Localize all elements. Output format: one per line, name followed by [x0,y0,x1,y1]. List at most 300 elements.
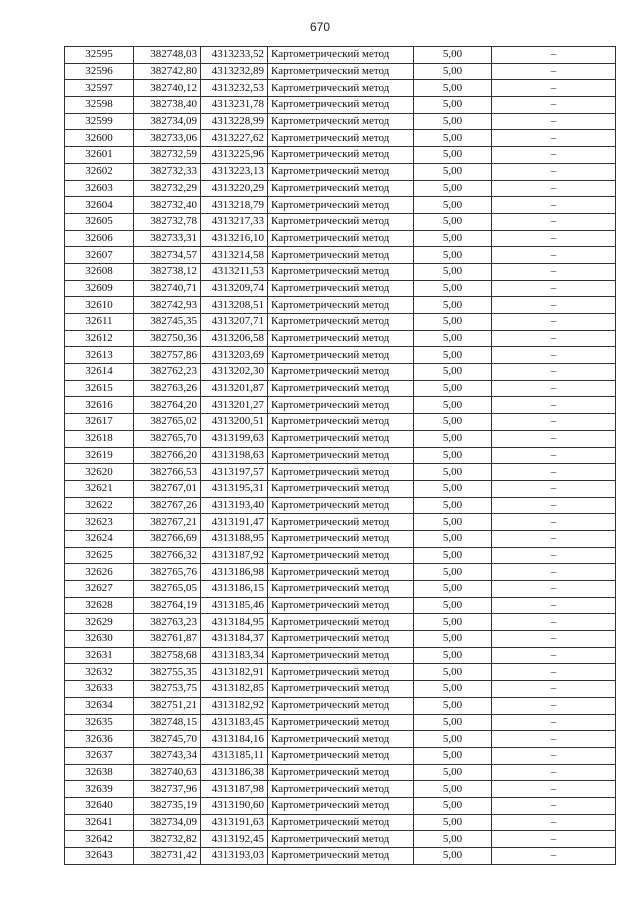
accuracy-cell: 5,00 [414,814,492,831]
accuracy-cell: 5,00 [414,380,492,397]
coordinate-y-cell: 382757,86 [134,347,201,364]
note-cell: – [492,330,616,347]
table-row [65,681,616,698]
point-number-cell: 32626 [65,564,134,581]
coordinate-x-cell: 4313187,92 [201,547,268,564]
point-number-cell: 32629 [65,614,134,631]
coordinate-y-cell: 382732,33 [134,163,201,180]
accuracy-cell: 5,00 [414,430,492,447]
coordinate-x-cell: 4313231,78 [201,97,268,114]
accuracy-cell: 5,00 [414,347,492,364]
method-cell: Картометрический метод [268,80,414,97]
accuracy-cell: 5,00 [414,597,492,614]
point-number-cell: 32625 [65,547,134,564]
method-cell: Картометрический метод [268,364,414,381]
method-cell: Картометрический метод [268,147,414,164]
table-row [65,80,616,97]
note-cell: – [492,831,616,848]
table-row [65,514,616,531]
table-row [65,530,616,547]
point-number-cell: 32610 [65,297,134,314]
table-row [65,147,616,164]
method-cell: Картометрический метод [268,664,414,681]
accuracy-cell: 5,00 [414,397,492,414]
accuracy-cell: 5,00 [414,163,492,180]
coordinate-y-cell: 382767,26 [134,497,201,514]
note-cell: – [492,814,616,831]
table-row [65,564,616,581]
point-number-cell: 32602 [65,163,134,180]
note-cell: – [492,230,616,247]
coordinate-x-cell: 4313191,63 [201,814,268,831]
note-cell: – [492,80,616,97]
coordinate-y-cell: 382732,82 [134,831,201,848]
accuracy-cell: 5,00 [414,414,492,431]
point-number-cell: 32624 [65,530,134,547]
point-number-cell: 32643 [65,848,134,865]
point-number-cell: 32637 [65,747,134,764]
method-cell: Картометрический метод [268,63,414,80]
table-row [65,97,616,114]
table-row [65,63,616,80]
point-number-cell: 32641 [65,814,134,831]
accuracy-cell: 5,00 [414,213,492,230]
method-cell: Картометрический метод [268,514,414,531]
table-row [65,247,616,264]
coordinate-x-cell: 4313214,58 [201,247,268,264]
coordinate-x-cell: 4313206,58 [201,330,268,347]
coordinate-x-cell: 4313198,63 [201,447,268,464]
method-cell: Картометрический метод [268,631,414,648]
coordinate-y-cell: 382766,20 [134,447,201,464]
accuracy-cell: 5,00 [414,247,492,264]
table-row [65,330,616,347]
accuracy-cell: 5,00 [414,848,492,865]
note-cell: – [492,564,616,581]
point-number-cell: 32609 [65,280,134,297]
accuracy-cell: 5,00 [414,564,492,581]
table-row [65,430,616,447]
coordinate-y-cell: 382765,76 [134,564,201,581]
coordinate-y-cell: 382751,21 [134,697,201,714]
point-number-cell: 32630 [65,631,134,648]
note-cell: – [492,497,616,514]
coordinate-x-cell: 4313191,47 [201,514,268,531]
accuracy-cell: 5,00 [414,797,492,814]
coordinate-x-cell: 4313217,33 [201,213,268,230]
coordinate-x-cell: 4313188,95 [201,530,268,547]
coordinate-x-cell: 4313200,51 [201,414,268,431]
note-cell: – [492,530,616,547]
method-cell: Картометрический метод [268,764,414,781]
coordinate-x-cell: 4313183,45 [201,714,268,731]
accuracy-cell: 5,00 [414,697,492,714]
table-row [65,47,616,64]
table-row [65,447,616,464]
coordinate-x-cell: 4313209,74 [201,280,268,297]
method-cell: Картометрический метод [268,464,414,481]
note-cell: – [492,63,616,80]
accuracy-cell: 5,00 [414,263,492,280]
table-row [65,197,616,214]
method-cell: Картометрический метод [268,797,414,814]
table-row [65,781,616,798]
note-cell: – [492,147,616,164]
point-number-cell: 32612 [65,330,134,347]
coordinate-x-cell: 4313187,98 [201,781,268,798]
point-number-cell: 32622 [65,497,134,514]
coordinate-y-cell: 382732,40 [134,197,201,214]
note-cell: – [492,597,616,614]
method-cell: Картометрический метод [268,781,414,798]
accuracy-cell: 5,00 [414,714,492,731]
point-number-cell: 32638 [65,764,134,781]
accuracy-cell: 5,00 [414,547,492,564]
accuracy-cell: 5,00 [414,447,492,464]
coordinate-y-cell: 382733,06 [134,130,201,147]
coordinate-y-cell: 382740,71 [134,280,201,297]
coordinate-y-cell: 382764,19 [134,597,201,614]
coordinate-y-cell: 382738,40 [134,97,201,114]
method-cell: Картометрический метод [268,180,414,197]
point-number-cell: 32615 [65,380,134,397]
accuracy-cell: 5,00 [414,314,492,331]
table-row [65,347,616,364]
coordinate-y-cell: 382743,34 [134,747,201,764]
coordinate-y-cell: 382734,09 [134,814,201,831]
point-number-cell: 32620 [65,464,134,481]
coordinate-y-cell: 382737,96 [134,781,201,798]
accuracy-cell: 5,00 [414,530,492,547]
coordinate-x-cell: 4313186,38 [201,764,268,781]
coordinate-y-cell: 382753,75 [134,681,201,698]
coordinate-y-cell: 382764,20 [134,397,201,414]
table-row [65,280,616,297]
method-cell: Картометрический метод [268,681,414,698]
note-cell: – [492,414,616,431]
coordinate-x-cell: 4313202,30 [201,364,268,381]
coordinate-x-cell: 4313182,85 [201,681,268,698]
coordinate-y-cell: 382732,29 [134,180,201,197]
coordinate-x-cell: 4313225,96 [201,147,268,164]
accuracy-cell: 5,00 [414,130,492,147]
coordinate-x-cell: 4313228,99 [201,113,268,130]
coordinate-x-cell: 4313185,11 [201,747,268,764]
note-cell: – [492,681,616,698]
note-cell: – [492,581,616,598]
method-cell: Картометрический метод [268,848,414,865]
coordinate-y-cell: 382748,03 [134,47,201,64]
coordinate-y-cell: 382734,57 [134,247,201,264]
note-cell: – [492,163,616,180]
point-number-cell: 32616 [65,397,134,414]
table-row [65,480,616,497]
coordinate-x-cell: 4313227,62 [201,130,268,147]
method-cell: Картометрический метод [268,280,414,297]
method-cell: Картометрический метод [268,697,414,714]
method-cell: Картометрический метод [268,614,414,631]
point-number-cell: 32642 [65,831,134,848]
point-number-cell: 32611 [65,314,134,331]
method-cell: Картометрический метод [268,747,414,764]
point-number-cell: 32634 [65,697,134,714]
note-cell: – [492,297,616,314]
table-row [65,263,616,280]
note-cell: – [492,347,616,364]
note-cell: – [492,197,616,214]
accuracy-cell: 5,00 [414,731,492,748]
accuracy-cell: 5,00 [414,330,492,347]
table-row [65,614,616,631]
coordinate-y-cell: 382732,78 [134,213,201,230]
method-cell: Картометрический метод [268,714,414,731]
point-number-cell: 32604 [65,197,134,214]
table-row [65,631,616,648]
coordinate-y-cell: 382763,23 [134,614,201,631]
coordinate-y-cell: 382731,42 [134,848,201,865]
note-cell: – [492,631,616,648]
method-cell: Картометрический метод [268,380,414,397]
accuracy-cell: 5,00 [414,647,492,664]
point-number-cell: 32636 [65,731,134,748]
note-cell: – [492,97,616,114]
method-cell: Картометрический метод [268,97,414,114]
coordinate-x-cell: 4313186,15 [201,581,268,598]
coordinate-x-cell: 4313184,16 [201,731,268,748]
point-number-cell: 32600 [65,130,134,147]
coordinate-x-cell: 4313183,34 [201,647,268,664]
note-cell: – [492,514,616,531]
method-cell: Картометрический метод [268,581,414,598]
method-cell: Картометрический метод [268,530,414,547]
coordinate-y-cell: 382763,26 [134,380,201,397]
point-number-cell: 32603 [65,180,134,197]
point-number-cell: 32606 [65,230,134,247]
accuracy-cell: 5,00 [414,631,492,648]
note-cell: – [492,113,616,130]
accuracy-cell: 5,00 [414,480,492,497]
coordinate-y-cell: 382761,87 [134,631,201,648]
note-cell: – [492,480,616,497]
note-cell: – [492,130,616,147]
coordinate-x-cell: 4313184,95 [201,614,268,631]
method-cell: Картометрический метод [268,330,414,347]
coordinate-x-cell: 4313190,60 [201,797,268,814]
coordinate-x-cell: 4313201,87 [201,380,268,397]
table-row [65,380,616,397]
method-cell: Картометрический метод [268,397,414,414]
coordinate-x-cell: 4313199,63 [201,430,268,447]
table-row [65,848,616,865]
method-cell: Картометрический метод [268,263,414,280]
coordinate-y-cell: 382767,01 [134,480,201,497]
note-cell: – [492,447,616,464]
accuracy-cell: 5,00 [414,80,492,97]
note-cell: – [492,747,616,764]
coordinate-y-cell: 382740,12 [134,80,201,97]
point-number-cell: 32595 [65,47,134,64]
table-row [65,397,616,414]
coordinate-x-cell: 4313184,37 [201,631,268,648]
note-cell: – [492,764,616,781]
method-cell: Картометрический метод [268,47,414,64]
point-number-cell: 32601 [65,147,134,164]
method-cell: Картометрический метод [268,647,414,664]
accuracy-cell: 5,00 [414,364,492,381]
coordinate-y-cell: 382748,15 [134,714,201,731]
coordinate-y-cell: 382765,05 [134,581,201,598]
page-number: 670 [309,20,331,34]
point-number-cell: 32614 [65,364,134,381]
table-row [65,297,616,314]
point-number-cell: 32608 [65,263,134,280]
accuracy-cell: 5,00 [414,147,492,164]
accuracy-cell: 5,00 [414,180,492,197]
coordinate-x-cell: 4313218,79 [201,197,268,214]
point-number-cell: 32621 [65,480,134,497]
accuracy-cell: 5,00 [414,614,492,631]
accuracy-cell: 5,00 [414,764,492,781]
point-number-cell: 32597 [65,80,134,97]
coordinates-table [64,46,616,865]
coordinate-y-cell: 382733,31 [134,230,201,247]
table-row [65,747,616,764]
point-number-cell: 32628 [65,597,134,614]
table-row [65,314,616,331]
accuracy-cell: 5,00 [414,47,492,64]
table-row [65,364,616,381]
note-cell: – [492,364,616,381]
table-row [65,797,616,814]
coordinate-x-cell: 4313232,53 [201,80,268,97]
coordinate-y-cell: 382742,93 [134,297,201,314]
point-number-cell: 32639 [65,781,134,798]
method-cell: Картометрический метод [268,163,414,180]
note-cell: – [492,614,616,631]
coordinate-y-cell: 382766,69 [134,530,201,547]
coordinate-y-cell: 382766,32 [134,547,201,564]
coordinate-x-cell: 4313216,10 [201,230,268,247]
method-cell: Картометрический метод [268,597,414,614]
method-cell: Картометрический метод [268,831,414,848]
point-number-cell: 32617 [65,414,134,431]
coordinate-y-cell: 382750,36 [134,330,201,347]
accuracy-cell: 5,00 [414,297,492,314]
point-number-cell: 32635 [65,714,134,731]
table-row [65,547,616,564]
accuracy-cell: 5,00 [414,581,492,598]
accuracy-cell: 5,00 [414,197,492,214]
table-row [65,714,616,731]
table-row [65,130,616,147]
point-number-cell: 32631 [65,647,134,664]
coordinate-y-cell: 382734,09 [134,113,201,130]
accuracy-cell: 5,00 [414,514,492,531]
accuracy-cell: 5,00 [414,97,492,114]
method-cell: Картометрический метод [268,414,414,431]
coordinate-y-cell: 382745,70 [134,731,201,748]
coordinate-y-cell: 382767,21 [134,514,201,531]
table-row [65,647,616,664]
coordinate-y-cell: 382732,59 [134,147,201,164]
coordinate-y-cell: 382765,70 [134,430,201,447]
coordinate-y-cell: 382766,53 [134,464,201,481]
note-cell: – [492,714,616,731]
coordinate-x-cell: 4313192,45 [201,831,268,848]
method-cell: Картометрический метод [268,480,414,497]
coordinate-x-cell: 4313193,40 [201,497,268,514]
coordinate-x-cell: 4313220,29 [201,180,268,197]
accuracy-cell: 5,00 [414,664,492,681]
note-cell: – [492,263,616,280]
coordinate-y-cell: 382738,12 [134,263,201,280]
method-cell: Картометрический метод [268,447,414,464]
coordinate-y-cell: 382742,80 [134,63,201,80]
point-number-cell: 32613 [65,347,134,364]
method-cell: Картометрический метод [268,230,414,247]
table-row [65,464,616,481]
coordinate-y-cell: 382740,63 [134,764,201,781]
point-number-cell: 32632 [65,664,134,681]
note-cell: – [492,647,616,664]
coordinate-x-cell: 4313186,98 [201,564,268,581]
note-cell: – [492,547,616,564]
coordinate-x-cell: 4313203,69 [201,347,268,364]
note-cell: – [492,731,616,748]
method-cell: Картометрический метод [268,564,414,581]
accuracy-cell: 5,00 [414,681,492,698]
method-cell: Картометрический метод [268,213,414,230]
coordinate-x-cell: 4313201,27 [201,397,268,414]
note-cell: – [492,213,616,230]
note-cell: – [492,314,616,331]
table-row [65,831,616,848]
accuracy-cell: 5,00 [414,63,492,80]
method-cell: Картометрический метод [268,814,414,831]
accuracy-cell: 5,00 [414,497,492,514]
method-cell: Картометрический метод [268,430,414,447]
table-row [65,814,616,831]
table-row [65,497,616,514]
coordinate-x-cell: 4313185,46 [201,597,268,614]
note-cell: – [492,380,616,397]
point-number-cell: 32607 [65,247,134,264]
coordinate-y-cell: 382755,35 [134,664,201,681]
table-row [65,581,616,598]
accuracy-cell: 5,00 [414,747,492,764]
coordinate-x-cell: 4313195,31 [201,480,268,497]
coordinate-y-cell: 382758,68 [134,647,201,664]
note-cell: – [492,280,616,297]
coordinate-x-cell: 4313197,57 [201,464,268,481]
method-cell: Картометрический метод [268,731,414,748]
note-cell: – [492,430,616,447]
point-number-cell: 32605 [65,213,134,230]
table-row [65,731,616,748]
table-row [65,597,616,614]
coordinate-y-cell: 382745,35 [134,314,201,331]
note-cell: – [492,797,616,814]
point-number-cell: 32599 [65,113,134,130]
method-cell: Картометрический метод [268,547,414,564]
method-cell: Картометрический метод [268,130,414,147]
point-number-cell: 32596 [65,63,134,80]
accuracy-cell: 5,00 [414,831,492,848]
point-number-cell: 32598 [65,97,134,114]
coordinate-x-cell: 4313211,53 [201,263,268,280]
coordinate-x-cell: 4313182,92 [201,697,268,714]
coordinate-y-cell: 382735,19 [134,797,201,814]
